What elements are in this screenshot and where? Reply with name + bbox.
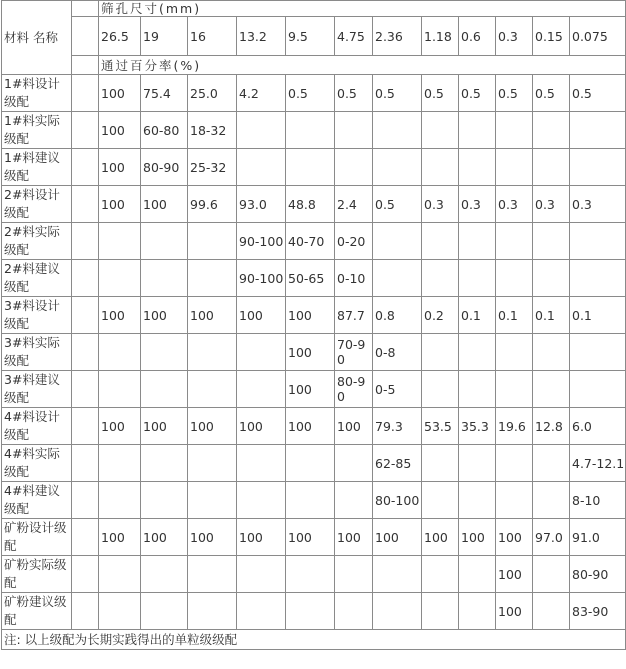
blank-cell bbox=[72, 297, 99, 334]
value-cell: 99.6 bbox=[188, 186, 237, 223]
value-cell bbox=[459, 260, 496, 297]
sieve-size-header: 筛孔尺寸(mm) bbox=[99, 1, 626, 17]
value-cell bbox=[141, 556, 188, 593]
value-cell bbox=[496, 260, 533, 297]
value-cell: 80-100 bbox=[373, 482, 422, 519]
value-cell: 80-90 bbox=[570, 556, 626, 593]
value-cell bbox=[373, 112, 422, 149]
value-cell: 62-85 bbox=[373, 445, 422, 482]
value-cell: 93.0 bbox=[237, 186, 286, 223]
table-row bbox=[2, 445, 626, 482]
value-cell bbox=[141, 260, 188, 297]
table-row bbox=[2, 297, 626, 334]
value-cell bbox=[286, 149, 335, 186]
value-cell bbox=[533, 445, 570, 482]
value-cell: 100 bbox=[141, 186, 188, 223]
value-cell bbox=[533, 482, 570, 519]
value-cell bbox=[188, 334, 237, 371]
value-cell bbox=[335, 482, 373, 519]
value-cell bbox=[373, 149, 422, 186]
material-label: 1#料实际级配 bbox=[2, 112, 72, 149]
value-cell: 100 bbox=[335, 519, 373, 556]
value-cell: 25-32 bbox=[188, 149, 237, 186]
table-row bbox=[2, 556, 626, 593]
value-cell bbox=[459, 112, 496, 149]
material-label: 矿粉设计级配 bbox=[2, 519, 72, 556]
value-cell bbox=[373, 223, 422, 260]
material-label: 矿粉实际级配 bbox=[2, 556, 72, 593]
value-cell bbox=[335, 112, 373, 149]
value-cell bbox=[422, 371, 459, 408]
value-cell: 4.2 bbox=[237, 75, 286, 112]
value-cell bbox=[533, 112, 570, 149]
value-cell: 80-90 bbox=[141, 149, 188, 186]
value-cell: 100 bbox=[496, 556, 533, 593]
value-cell: 0.5 bbox=[533, 75, 570, 112]
value-cell bbox=[422, 593, 459, 630]
material-label: 2#料建议级配 bbox=[2, 260, 72, 297]
value-cell: 97.0 bbox=[533, 519, 570, 556]
value-cell bbox=[459, 445, 496, 482]
value-cell: 0.5 bbox=[422, 75, 459, 112]
value-cell: 0.1 bbox=[496, 297, 533, 334]
value-cell bbox=[286, 445, 335, 482]
value-cell: 100 bbox=[237, 408, 286, 445]
blank-cell bbox=[72, 519, 99, 556]
value-cell bbox=[141, 593, 188, 630]
material-label: 2#料实际级配 bbox=[2, 223, 72, 260]
material-label: 1#料建议级配 bbox=[2, 149, 72, 186]
value-cell: 100 bbox=[496, 519, 533, 556]
value-cell: 100 bbox=[188, 408, 237, 445]
value-cell bbox=[237, 556, 286, 593]
value-cell bbox=[570, 260, 626, 297]
value-cell bbox=[422, 260, 459, 297]
value-cell: 75.4 bbox=[141, 75, 188, 112]
value-cell bbox=[188, 260, 237, 297]
sieve-size-cell: 9.5 bbox=[286, 17, 335, 56]
blank-cell bbox=[72, 334, 99, 371]
value-cell: 79.3 bbox=[373, 408, 422, 445]
value-cell bbox=[188, 445, 237, 482]
passing-percent-header: 通过百分率(%) bbox=[99, 56, 626, 75]
value-cell bbox=[533, 371, 570, 408]
blank-cell bbox=[72, 445, 99, 482]
blank-cell bbox=[72, 260, 99, 297]
table-row bbox=[2, 75, 626, 112]
value-cell bbox=[99, 593, 141, 630]
value-cell: 12.8 bbox=[533, 408, 570, 445]
corner-label: 材料 名称 bbox=[2, 1, 72, 75]
value-cell bbox=[533, 334, 570, 371]
value-cell: 87.7 bbox=[335, 297, 373, 334]
value-cell: 100 bbox=[99, 149, 141, 186]
table-row bbox=[2, 112, 626, 149]
value-cell: 0-10 bbox=[335, 260, 373, 297]
value-cell bbox=[570, 371, 626, 408]
value-cell: 100 bbox=[188, 297, 237, 334]
value-cell: 100 bbox=[286, 519, 335, 556]
value-cell bbox=[459, 334, 496, 371]
blank-cell bbox=[72, 75, 99, 112]
table-row bbox=[2, 519, 626, 556]
value-cell: 6.0 bbox=[570, 408, 626, 445]
value-cell: 100 bbox=[141, 408, 188, 445]
value-cell bbox=[141, 482, 188, 519]
value-cell: 19.6 bbox=[496, 408, 533, 445]
value-cell bbox=[141, 223, 188, 260]
value-cell bbox=[99, 482, 141, 519]
blank-cell bbox=[72, 593, 99, 630]
value-cell: 100 bbox=[99, 186, 141, 223]
value-cell: 0.3 bbox=[422, 186, 459, 223]
material-label: 3#料实际级配 bbox=[2, 334, 72, 371]
value-cell bbox=[188, 371, 237, 408]
sieve-values-row bbox=[2, 17, 626, 56]
value-cell bbox=[570, 223, 626, 260]
value-cell: 100 bbox=[99, 408, 141, 445]
value-cell bbox=[286, 482, 335, 519]
blank-cell bbox=[72, 112, 99, 149]
value-cell bbox=[570, 149, 626, 186]
value-cell: 70-90 bbox=[335, 334, 373, 371]
value-cell: 91.0 bbox=[570, 519, 626, 556]
value-cell: 0.5 bbox=[335, 75, 373, 112]
value-cell: 90-100 bbox=[237, 260, 286, 297]
value-cell: 0.3 bbox=[459, 186, 496, 223]
value-cell: 100 bbox=[99, 75, 141, 112]
sieve-size-cell: 2.36 bbox=[373, 17, 422, 56]
value-cell: 0.8 bbox=[373, 297, 422, 334]
value-cell bbox=[422, 556, 459, 593]
value-cell bbox=[141, 334, 188, 371]
value-cell bbox=[373, 593, 422, 630]
value-cell: 100 bbox=[99, 297, 141, 334]
value-cell bbox=[422, 445, 459, 482]
value-cell bbox=[99, 371, 141, 408]
table-row bbox=[2, 371, 626, 408]
material-label: 1#料设计级配 bbox=[2, 75, 72, 112]
value-cell bbox=[141, 445, 188, 482]
value-cell: 60-80 bbox=[141, 112, 188, 149]
value-cell bbox=[459, 593, 496, 630]
value-cell: 53.5 bbox=[422, 408, 459, 445]
value-cell bbox=[188, 223, 237, 260]
value-cell bbox=[570, 112, 626, 149]
sieve-size-cell: 16 bbox=[188, 17, 237, 56]
value-cell bbox=[99, 334, 141, 371]
value-cell bbox=[496, 445, 533, 482]
value-cell bbox=[99, 223, 141, 260]
value-cell bbox=[422, 482, 459, 519]
sieve-size-cell: 26.5 bbox=[99, 17, 141, 56]
value-cell bbox=[237, 445, 286, 482]
blank-cell bbox=[72, 371, 99, 408]
value-cell: 83-90 bbox=[570, 593, 626, 630]
value-cell: 0-20 bbox=[335, 223, 373, 260]
value-cell: 100 bbox=[459, 519, 496, 556]
value-cell bbox=[99, 445, 141, 482]
sieve-size-cell: 0.15 bbox=[533, 17, 570, 56]
value-cell: 100 bbox=[237, 297, 286, 334]
material-label: 3#料设计级配 bbox=[2, 297, 72, 334]
table-note: 注: 以上级配为长期实践得出的单粒级级配 bbox=[2, 630, 626, 650]
value-cell: 80-90 bbox=[335, 371, 373, 408]
value-cell bbox=[496, 112, 533, 149]
value-cell: 100 bbox=[99, 519, 141, 556]
value-cell bbox=[459, 556, 496, 593]
value-cell bbox=[422, 223, 459, 260]
material-label: 4#料实际级配 bbox=[2, 445, 72, 482]
value-cell: 0.5 bbox=[373, 75, 422, 112]
value-cell bbox=[141, 371, 188, 408]
value-cell bbox=[422, 149, 459, 186]
value-cell: 18-32 bbox=[188, 112, 237, 149]
value-cell bbox=[459, 371, 496, 408]
blank-cell bbox=[72, 556, 99, 593]
material-label: 2#料设计级配 bbox=[2, 186, 72, 223]
value-cell: 0-8 bbox=[373, 334, 422, 371]
value-cell: 48.8 bbox=[286, 186, 335, 223]
value-cell: 100 bbox=[422, 519, 459, 556]
table-row bbox=[2, 408, 626, 445]
value-cell bbox=[533, 556, 570, 593]
sieve-size-cell: 13.2 bbox=[237, 17, 286, 56]
blank-cell bbox=[72, 482, 99, 519]
table-row bbox=[2, 593, 626, 630]
value-cell bbox=[496, 334, 533, 371]
value-cell: 0.5 bbox=[496, 75, 533, 112]
value-cell: 8-10 bbox=[570, 482, 626, 519]
value-cell: 100 bbox=[335, 408, 373, 445]
value-cell bbox=[335, 556, 373, 593]
value-cell: 0.3 bbox=[570, 186, 626, 223]
value-cell: 100 bbox=[286, 334, 335, 371]
value-cell: 25.0 bbox=[188, 75, 237, 112]
value-cell: 40-70 bbox=[286, 223, 335, 260]
value-cell bbox=[99, 556, 141, 593]
value-cell: 0.5 bbox=[286, 75, 335, 112]
value-cell: 100 bbox=[237, 519, 286, 556]
value-cell: 100 bbox=[141, 297, 188, 334]
value-cell: 0.3 bbox=[496, 186, 533, 223]
value-cell: 0.5 bbox=[570, 75, 626, 112]
value-cell bbox=[237, 371, 286, 408]
value-cell bbox=[533, 593, 570, 630]
value-cell: 90-100 bbox=[237, 223, 286, 260]
table-row bbox=[2, 149, 626, 186]
value-cell bbox=[335, 149, 373, 186]
value-cell bbox=[237, 149, 286, 186]
sieve-size-cell: 0.075 bbox=[570, 17, 626, 56]
value-cell: 2.4 bbox=[335, 186, 373, 223]
table-row bbox=[2, 482, 626, 519]
value-cell bbox=[99, 260, 141, 297]
value-cell bbox=[286, 593, 335, 630]
blank-cell bbox=[72, 186, 99, 223]
value-cell: 100 bbox=[99, 112, 141, 149]
value-cell: 0.3 bbox=[533, 186, 570, 223]
value-cell bbox=[459, 482, 496, 519]
value-cell bbox=[496, 223, 533, 260]
value-cell: 100 bbox=[141, 519, 188, 556]
blank-cell bbox=[72, 408, 99, 445]
pass-header-row bbox=[2, 56, 626, 75]
value-cell: 100 bbox=[188, 519, 237, 556]
table-row bbox=[2, 186, 626, 223]
value-cell bbox=[237, 112, 286, 149]
value-cell: 35.3 bbox=[459, 408, 496, 445]
sieve-size-cell: 4.75 bbox=[335, 17, 373, 56]
sieve-header-row bbox=[2, 1, 626, 17]
sieve-size-cell: 0.6 bbox=[459, 17, 496, 56]
value-cell bbox=[188, 556, 237, 593]
value-cell bbox=[422, 334, 459, 371]
value-cell bbox=[570, 334, 626, 371]
value-cell bbox=[533, 260, 570, 297]
value-cell: 100 bbox=[373, 519, 422, 556]
sieve-size-cell: 1.18 bbox=[422, 17, 459, 56]
value-cell bbox=[373, 556, 422, 593]
material-label: 3#料建议级配 bbox=[2, 371, 72, 408]
table-row bbox=[2, 334, 626, 371]
value-cell: 0.2 bbox=[422, 297, 459, 334]
value-cell bbox=[496, 149, 533, 186]
material-label: 4#料设计级配 bbox=[2, 408, 72, 445]
gradation-table bbox=[1, 0, 626, 650]
blank-cell bbox=[72, 149, 99, 186]
blank-cell bbox=[72, 223, 99, 260]
value-cell: 0.5 bbox=[373, 186, 422, 223]
value-cell: 0-5 bbox=[373, 371, 422, 408]
value-cell bbox=[286, 112, 335, 149]
value-cell bbox=[188, 482, 237, 519]
value-cell: 4.7-12.1 bbox=[570, 445, 626, 482]
value-cell: 100 bbox=[286, 371, 335, 408]
value-cell bbox=[422, 112, 459, 149]
table-row bbox=[2, 260, 626, 297]
sieve-size-cell: 0.3 bbox=[496, 17, 533, 56]
value-cell: 0.1 bbox=[570, 297, 626, 334]
value-cell bbox=[335, 593, 373, 630]
value-cell: 100 bbox=[496, 593, 533, 630]
value-cell bbox=[373, 260, 422, 297]
value-cell bbox=[237, 593, 286, 630]
value-cell bbox=[533, 149, 570, 186]
value-cell bbox=[459, 149, 496, 186]
value-cell bbox=[286, 556, 335, 593]
value-cell bbox=[188, 593, 237, 630]
value-cell bbox=[496, 371, 533, 408]
value-cell: 0.1 bbox=[459, 297, 496, 334]
value-cell bbox=[533, 223, 570, 260]
value-cell: 100 bbox=[286, 408, 335, 445]
value-cell: 100 bbox=[286, 297, 335, 334]
value-cell bbox=[335, 445, 373, 482]
value-cell bbox=[237, 482, 286, 519]
table-row bbox=[2, 223, 626, 260]
value-cell: 0.5 bbox=[459, 75, 496, 112]
sieve-size-cell: 19 bbox=[141, 17, 188, 56]
note-row bbox=[2, 630, 626, 650]
material-label: 4#料建议级配 bbox=[2, 482, 72, 519]
material-label: 矿粉建议级配 bbox=[2, 593, 72, 630]
value-cell bbox=[459, 223, 496, 260]
value-cell bbox=[237, 334, 286, 371]
value-cell: 50-65 bbox=[286, 260, 335, 297]
value-cell: 0.1 bbox=[533, 297, 570, 334]
value-cell bbox=[496, 482, 533, 519]
